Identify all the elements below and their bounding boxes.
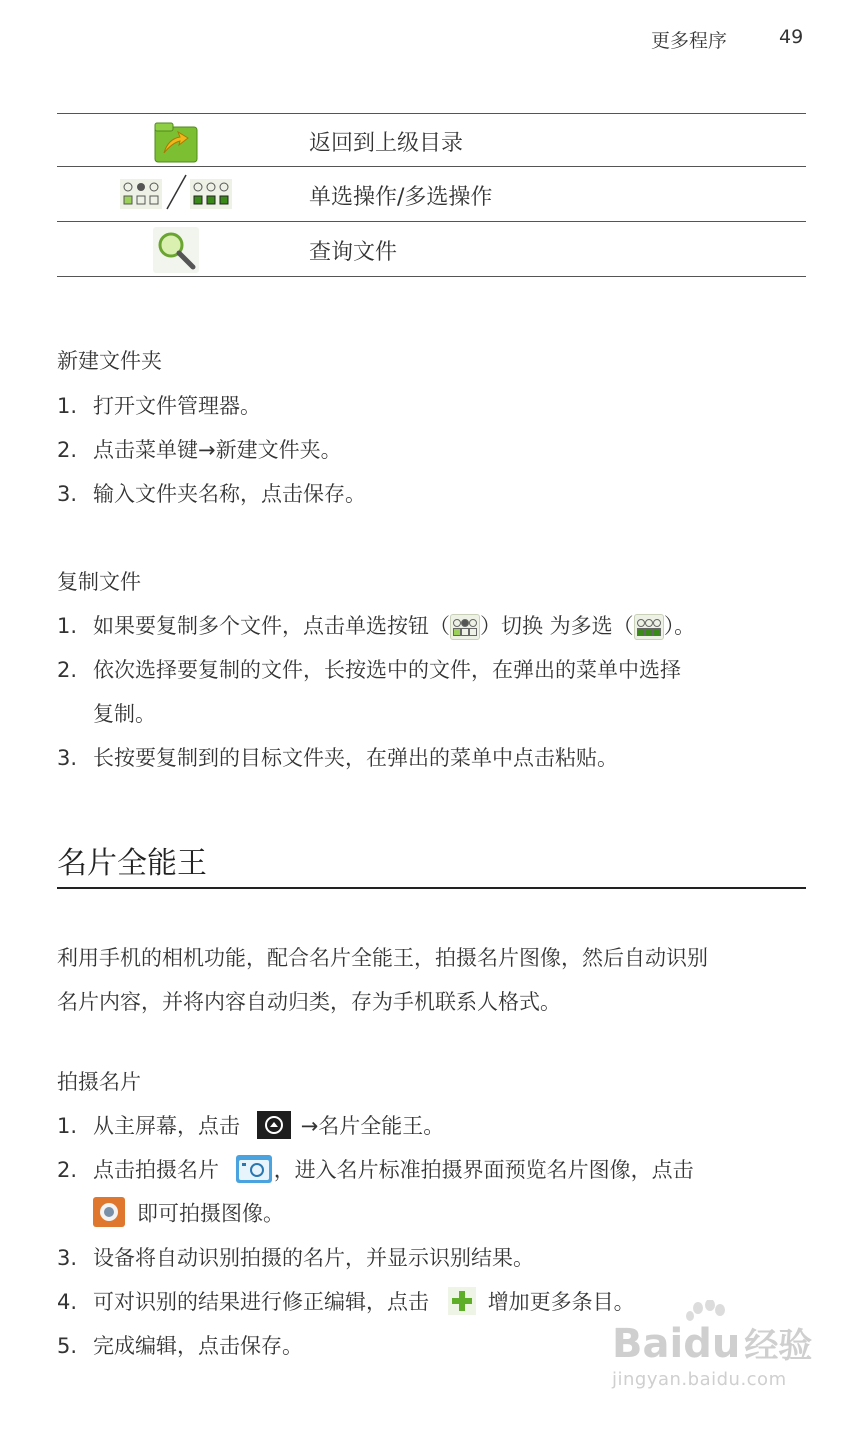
list-item (57, 1110, 444, 1144)
list-item-continuation: 复制。 (93, 702, 156, 726)
list-number: 1. (57, 1114, 78, 1138)
watermark-cn-text: 经验 (744, 1326, 813, 1366)
list-item (57, 434, 342, 464)
list-number: 1. (57, 394, 78, 418)
section-title: 更多程序 (651, 30, 728, 52)
intro-line: 名片内容，并将内容自动归类，存为手机联系人格式。 (57, 990, 561, 1014)
watermark-brand-text: Bai (612, 1321, 684, 1367)
single-select-icon (120, 179, 162, 213)
single-select-icon (450, 614, 480, 640)
intro-line: 利用手机的相机功能，配合名片全能王，拍摄名片图像，然后自动识别 (57, 946, 708, 970)
list-text: 点击拍摄名片 (93, 1158, 219, 1182)
section-heading: 新建文件夹 (57, 349, 162, 373)
list-text: 长按要复制到的目标文件夹，在弹出的菜单中点击粘贴。 (93, 746, 618, 770)
watermark-brand-text: du (683, 1321, 741, 1367)
list-text: 如果要复制多个文件，点击单选按钮（ (93, 614, 450, 638)
title-underline (57, 887, 806, 889)
list-text: 点击菜单键→新建文件夹。 (93, 438, 342, 462)
list-item (57, 742, 618, 772)
search-icon (153, 227, 199, 277)
list-number: 3. (57, 482, 78, 506)
table-rule (57, 221, 806, 222)
page-number: 49 (779, 26, 804, 48)
list-number: 2. (57, 658, 78, 682)
watermark-url: jingyan.baidu.com (612, 1369, 787, 1390)
section-heading: 拍摄名片 (57, 1070, 141, 1094)
list-number: 2. (57, 438, 78, 462)
list-text: 打开文件管理器。 (93, 394, 261, 418)
list-number: 4. (57, 1290, 78, 1314)
list-item (57, 1154, 694, 1188)
list-text: 完成编辑，点击保存。 (93, 1334, 303, 1358)
list-item (57, 478, 366, 508)
list-number: 1. (57, 614, 78, 638)
list-text: 可对识别的结果进行修正编辑，点击 (93, 1290, 429, 1314)
table-row-text: 单选操作/多选操作 (309, 185, 493, 210)
list-item (57, 1242, 534, 1272)
table-row-text: 查询文件 (309, 240, 398, 265)
plus-icon (448, 1287, 476, 1320)
list-text: 从主屏幕，点击 (93, 1114, 240, 1138)
list-text: 输入文件夹名称，点击保存。 (93, 482, 366, 506)
list-item-continuation (93, 1197, 284, 1232)
multi-select-icon (634, 614, 664, 640)
watermark-brand (612, 1318, 812, 1367)
list-number: 2. (57, 1158, 78, 1182)
list-number: 3. (57, 746, 78, 770)
slash-separator-icon (164, 172, 188, 216)
list-item (57, 1286, 635, 1320)
camera-card-icon (236, 1155, 272, 1188)
list-text: 依次选择要复制的文件，长按选中的文件，在弹出的菜单中选择 (93, 658, 681, 682)
list-text: 即可拍摄图像。 (137, 1201, 284, 1226)
list-text: 增加更多条目。 (487, 1290, 635, 1314)
table-rule-top (57, 113, 806, 114)
table-row-text: 返回到上级目录 (309, 131, 464, 156)
chapter-title: 名片全能王 (57, 846, 207, 881)
list-item (57, 610, 695, 640)
list-item (57, 1330, 303, 1360)
app-drawer-icon (257, 1111, 291, 1144)
list-number: 5. (57, 1334, 78, 1358)
list-text: ）切换 为多选（ (480, 614, 634, 638)
folder-up-icon (154, 121, 198, 167)
section-heading: 复制文件 (57, 570, 141, 594)
list-text: →名片全能王。 (300, 1114, 445, 1138)
list-item (57, 654, 681, 684)
multi-select-icon (190, 179, 232, 213)
shutter-icon (93, 1197, 125, 1232)
list-item (57, 390, 261, 420)
list-text: ，进入名片标准拍摄界面预览名片图像，点击 (273, 1158, 694, 1182)
list-text: ）。 (663, 614, 696, 638)
list-number: 3. (57, 1246, 78, 1270)
list-text: 设备将自动识别拍摄的名片，并显示识别结果。 (93, 1246, 534, 1270)
